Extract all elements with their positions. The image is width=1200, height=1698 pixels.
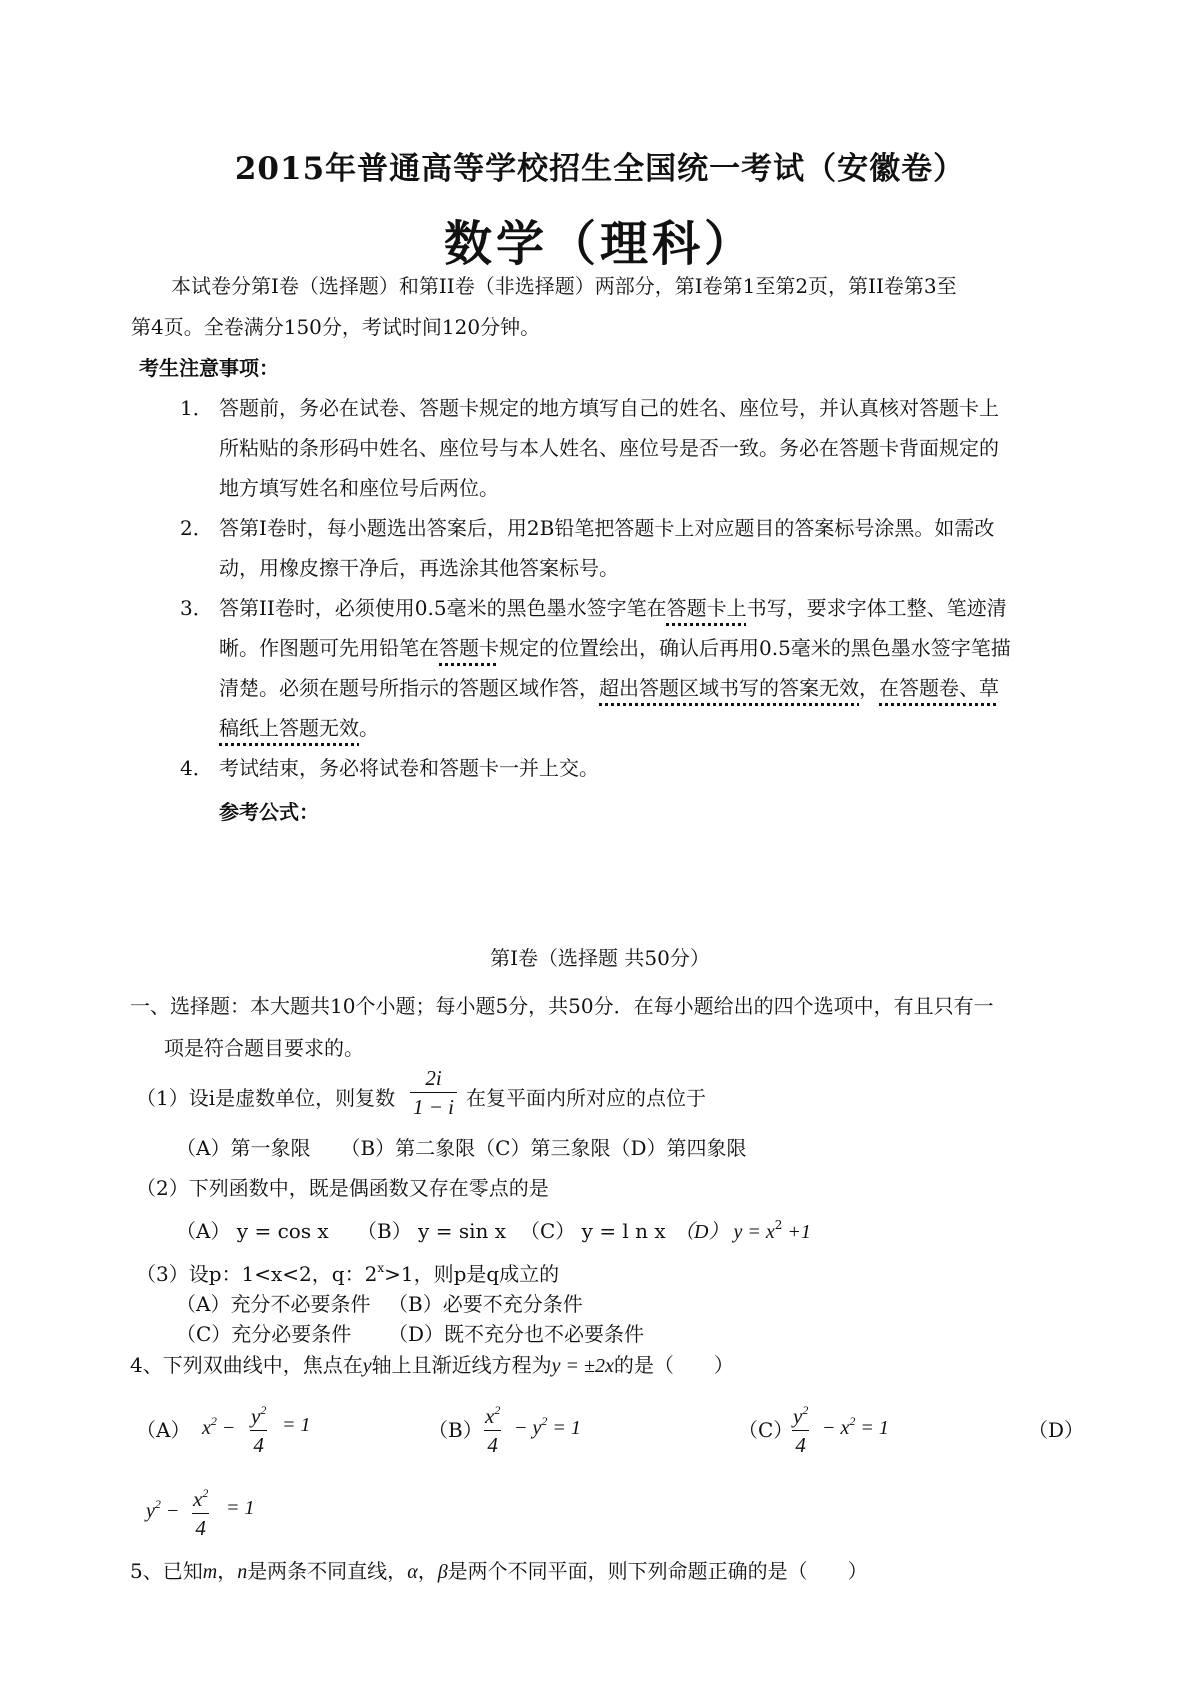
notice-text: ， [859, 676, 879, 700]
question-4-option-c-tail [822, 1414, 889, 1440]
variable: α [407, 1561, 418, 1583]
question-2-option-d [674, 1215, 811, 1244]
notice-text: 清楚。必须在题号所指示的答题区域作答， [219, 676, 599, 700]
question-3-option-a: （A）充分不必要条件 [176, 1292, 371, 1316]
subject-title: 数学（理科） [443, 216, 756, 272]
section-instructions-line-2: 项是符合题目要求的。 [164, 1036, 364, 1060]
question-2-option-a: （A） y = cos x [176, 1219, 329, 1243]
notice-item-line: 答第I卷时，每小题选出答案后，用2B铅笔把答题卡上对应题目的答案标号涂黑。如需改 [219, 516, 995, 540]
question-4-option-c-fraction [790, 1398, 811, 1457]
math-text: = 1 [855, 1417, 889, 1439]
fraction-denominator: 4 [250, 1430, 267, 1457]
question-4-option-b-fraction [482, 1398, 503, 1457]
exponent: 2 [541, 1414, 548, 1428]
stem-text: 是两条不同直线， [247, 1559, 408, 1583]
fraction-numerator [248, 1398, 269, 1430]
question-4-option-d-label: （D） [1028, 1418, 1085, 1442]
emphasis-text: 在答题卷、草 [879, 676, 999, 700]
emphasis-text: 超出答题区域书写的答案无效 [599, 676, 859, 700]
emphasis-text: 答题卡上 [666, 596, 747, 620]
fraction-numerator [790, 1398, 811, 1430]
fraction-numerator: 2i [425, 1066, 442, 1090]
question-4-option-b-tail [514, 1414, 581, 1440]
variable: n [237, 1561, 248, 1583]
notice-item-line [219, 672, 999, 701]
math-text: y [251, 1404, 261, 1428]
question-2-option-b: （B） y = sin x [357, 1219, 507, 1243]
notice-item-num: 1． [180, 396, 213, 420]
question-2-option-c: （C） y = l n x [520, 1219, 666, 1243]
question-4-option-a-lead [202, 1414, 235, 1440]
notice-text: 规定的位置绘出，确认后再用0.5毫米的黑色墨水签字笔描 [499, 636, 1011, 660]
notice-item-line [219, 592, 1007, 621]
intro-line-2: 第4页。全卷满分150分，考试时间120分钟。 [131, 315, 541, 339]
section-title: 第I卷（选择题 共50分） [490, 946, 710, 970]
exponent: 2 [260, 1403, 267, 1417]
question-3-option-d: （D）既不充分也不必要条件 [388, 1322, 645, 1346]
math-text: x [202, 1417, 211, 1439]
stem-text: >1，则p是q成立的 [384, 1262, 560, 1286]
fraction-denominator: 4 [484, 1430, 501, 1457]
notice-item-line [219, 712, 379, 741]
math-text: − [216, 1417, 236, 1439]
question-4-option-d-tail: = 1 [226, 1497, 255, 1519]
notice-text: 答第II卷时，必须使用0.5毫米的黑色墨水签字笔在 [219, 596, 667, 620]
question-4-option-d-lead [146, 1497, 179, 1523]
exponent: 2 [210, 1414, 217, 1428]
stem-text: 轴上且渐近线方程为 [371, 1353, 552, 1377]
question-4-option-a-tail: = 1 [282, 1414, 311, 1436]
math-text: y [146, 1500, 155, 1522]
fraction-denominator: 4 [192, 1513, 209, 1540]
reference-formulas-heading: 参考公式： [219, 800, 319, 824]
stem-text: （3）设p：1<x<2，q：2 [136, 1262, 378, 1286]
emphasis-text: 稿纸上答题无效 [219, 716, 359, 740]
notice-item-line: 地方填写姓名和座位号后两位。 [219, 476, 499, 500]
question-3-option-c: （C）充分必要条件 [176, 1322, 352, 1346]
question-1-stem: （1）设i是虚数单位，则复数 [136, 1086, 396, 1110]
question-3-stem [136, 1258, 559, 1287]
notice-text: 。 [359, 716, 379, 740]
variable: y [362, 1355, 372, 1377]
stem-text: 5、已知 [130, 1559, 203, 1583]
question-3-option-b: （B）必要不充分条件 [388, 1292, 583, 1316]
question-4-option-a-label: （A） [136, 1418, 191, 1442]
math-text: x [485, 1404, 495, 1428]
notice-item-num: 4． [180, 756, 213, 780]
question-1-options: （A）第一象限 （B）第二象限（C）第三象限（D）第四象限 [176, 1136, 747, 1160]
exponent: 2 [494, 1403, 501, 1417]
question-1-fraction [410, 1066, 457, 1119]
math-text: − y [514, 1417, 542, 1439]
notice-item-line: 所粘贴的条形码中姓名、座位号与本人姓名、座位号是否一致。务必在答题卡背面规定的 [219, 436, 999, 460]
notice-item-line: 动，用橡皮擦干净后，再选涂其他答案标号。 [219, 556, 619, 580]
math-text: − x [822, 1417, 850, 1439]
exponent: 2 [802, 1403, 809, 1417]
math-text: y [793, 1404, 803, 1428]
question-4-option-d-fraction [190, 1481, 211, 1540]
exponent: 2 [154, 1497, 161, 1511]
stem-text: 的是（ ） [613, 1353, 734, 1377]
stem-text: ， [417, 1559, 438, 1583]
question-1-stem-tail: 在复平面内所对应的点位于 [466, 1086, 706, 1110]
fraction-denominator: 1 − i [410, 1092, 457, 1119]
exponent: 2 [849, 1414, 856, 1428]
notice-item-line [219, 632, 1011, 661]
question-4-option-b-label: （B） [428, 1418, 483, 1442]
exponent: x [377, 1261, 385, 1275]
variable: β [437, 1561, 448, 1583]
stem-text: 4、下列双曲线中，焦点在 [130, 1353, 363, 1377]
question-4-option-c-label: （C） [738, 1418, 794, 1442]
variable: m [202, 1561, 218, 1583]
fraction-denominator: 4 [792, 1430, 809, 1457]
intro-line-1: 本试卷分第I卷（选择题）和第II卷（非选择题）两部分，第I卷第1至第2页，第II卷第3至 [171, 274, 957, 298]
question-4-option-a-fraction [248, 1398, 269, 1457]
question-4-stem [130, 1349, 734, 1378]
question-2-stem: （2）下列函数中，既是偶函数又存在零点的是 [136, 1176, 549, 1200]
question-5-stem [130, 1555, 868, 1584]
fraction-numerator [482, 1398, 503, 1430]
equation: y = ±2x [551, 1355, 614, 1377]
notice-item-line: 答题前，务必在试卷、答题卡规定的地方填写自己的姓名、座位号，并认真核对答题卡上 [219, 396, 999, 420]
option-text: +1 [782, 1221, 811, 1243]
emphasis-text: 答题卡 [439, 636, 499, 660]
notice-text: 晰。作图题可先用铅笔在 [219, 636, 439, 660]
exponent: 2 [774, 1218, 783, 1232]
fraction-numerator [190, 1481, 211, 1513]
stem-text: 是两个不同平面，则下列命题正确的是（ ） [447, 1559, 868, 1583]
notice-heading: 考生注意事项： [139, 356, 279, 380]
option-text: （D） y = x [674, 1221, 775, 1243]
math-text: x [193, 1487, 203, 1511]
notice-text: 书写，要求字体工整、笔迹清 [746, 596, 1007, 620]
notice-item-line: 考试结束，务必将试卷和答题卡一并上交。 [219, 756, 599, 780]
section-instructions-line-1: 一、选择题：本大题共10个小题；每小题5分，共50分．在每小题给出的四个选项中，有且只有一 [130, 994, 994, 1018]
stem-text: ， [217, 1559, 238, 1583]
page-title: 2015年普通高等学校招生全国统一考试（安徽卷） [234, 151, 966, 187]
exponent: 2 [202, 1486, 209, 1500]
notice-item-num: 3． [180, 596, 213, 620]
math-text: = 1 [547, 1417, 581, 1439]
math-text: − [160, 1500, 180, 1522]
notice-item-num: 2． [180, 516, 213, 540]
